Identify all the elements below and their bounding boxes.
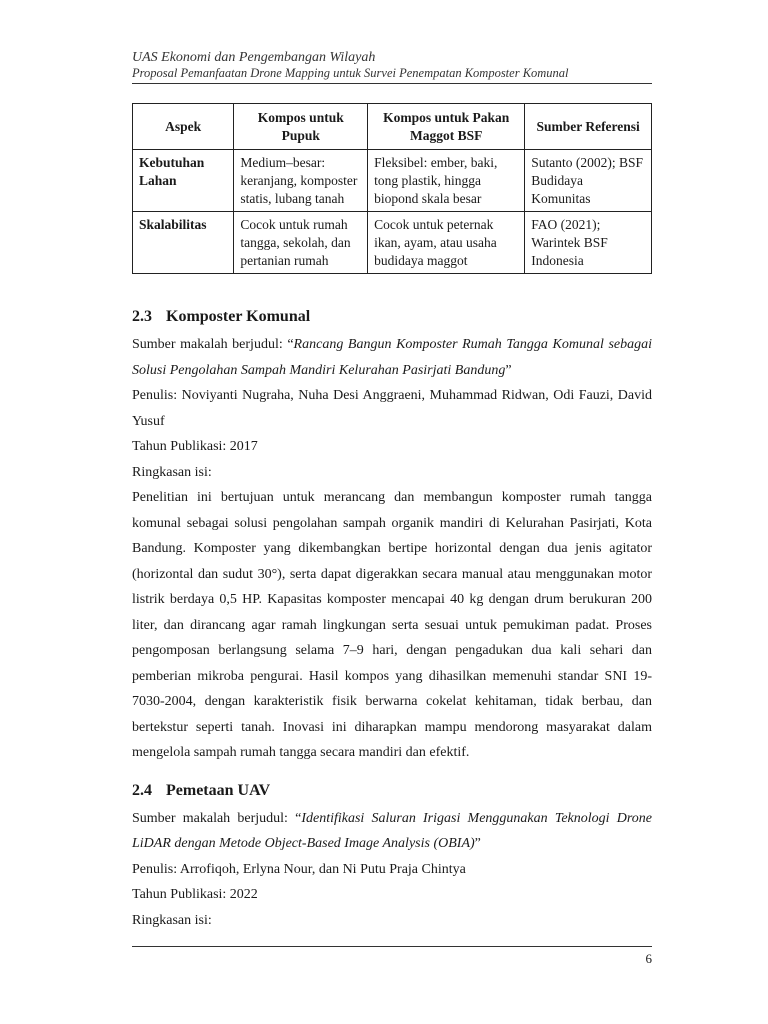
table-cell: Cocok untuk peternak ikan, ayam, atau usaha budidaya maggot bbox=[368, 212, 525, 274]
table-header-cell: Kompos untuk Pupuk bbox=[234, 104, 368, 150]
table-header-row bbox=[133, 104, 652, 150]
page-number: 6 bbox=[645, 951, 652, 966]
source-prefix: Sumber makalah berjudul: “ bbox=[132, 337, 294, 352]
source-title: Rancang Bangun Komposter Rumah Tangga Komunal sebagai Solusi Pengolahan Sampah Mandiri Kelurahan Pasirjati Bandung bbox=[132, 337, 652, 378]
source-title: Identifikasi Saluran Irigasi Menggunakan Teknologi Drone LiDAR dengan Metode Object-Based Image Analysis (OBIA) bbox=[132, 810, 652, 851]
summary-paragraph: Penelitian ini bertujuan untuk merancang dan membangun komposter rumah tangga komunal sebagai solusi pengolahan sampah organik mandiri di Kelurahan Pasirjati, Kota Bandung. Komposter yang dikembangkan bertipe horizontal dengan dua jenis agitator (horizontal dan sudut 30°), serta dapat digerakkan secara manual atau menggunakan motor listrik berdaya 0,5 HP. Kapasitas komposter mencapai 40 kg dengan drum berukuran 200 liter, dan dirancang agar ramah lingkungan serta sesuai untuk pemukiman padat. Proses pengomposan berlangsung selama 7–9 hari, dengan pengadukan dua kali sehari dan pemberian mikroba pengurai. Hasil kompos yang dihasilkan memenuhi standar SNI 19-7030-2004, dengan karakteristik fisik berwarna cokelat kehitaman, tidak berbau, dan bertekstur seperti tanah. Inovasi ini diharapkan mampu mendorong masyarakat dalam mengelola sampah rumah tangga secara mandiri dan efektif. bbox=[132, 490, 652, 760]
running-header bbox=[132, 50, 652, 84]
year-line: Tahun Publikasi: 2022 bbox=[132, 887, 258, 902]
section-number: 2.3 bbox=[132, 308, 152, 325]
source-suffix: ” bbox=[474, 836, 481, 851]
source-prefix: Sumber makalah berjudul: “ bbox=[132, 810, 302, 826]
section-title: Pemetaan UAV bbox=[166, 781, 271, 799]
table-cell: Cocok untuk rumah tangga, sekolah, dan pertanian rumah bbox=[234, 212, 368, 274]
table-cell: Medium–besar: keranjang, komposter statis, lubang tanah bbox=[234, 150, 368, 212]
comparison-table bbox=[132, 103, 652, 274]
summary-label: Ringkasan isi: bbox=[132, 912, 212, 928]
section-title: Komposter Komunal bbox=[166, 308, 311, 325]
table-header-cell: Sumber Referensi bbox=[525, 104, 652, 150]
source-suffix: ” bbox=[505, 362, 512, 378]
authors-line: Penulis: Noviyanti Nugraha, Nuha Desi Anggraeni, Muhammad Ridwan, Odi Fauzi, David Yusuf bbox=[132, 388, 652, 429]
section-heading-2-4 bbox=[132, 778, 652, 804]
table-cell: Sutanto (2002); BSF Budidaya Komunitas bbox=[525, 150, 652, 212]
year-line: Tahun Publikasi: 2017 bbox=[132, 439, 258, 454]
source-paragraph bbox=[132, 332, 652, 383]
header-course-title: UAS Ekonomi dan Pengembangan Wilayah bbox=[132, 50, 376, 65]
source-paragraph bbox=[132, 806, 652, 857]
section-number: 2.4 bbox=[132, 781, 152, 799]
header-proposal-title: Proposal Pemanfaatan Drone Mapping untuk Survei Penempatan Komposter Komunal bbox=[132, 66, 569, 80]
table-header-cell: Aspek bbox=[133, 104, 234, 150]
authors-line: Penulis: Arrofiqoh, Erlyna Nour, dan Ni Putu Praja Chintya bbox=[132, 861, 466, 877]
table-cell-aspect: Skalabilitas bbox=[133, 212, 234, 274]
summary-label: Ringkasan isi: bbox=[132, 464, 212, 480]
table-header-cell: Kompos untuk Pakan Maggot BSF bbox=[368, 104, 525, 150]
page-footer bbox=[132, 946, 652, 966]
table-cell: Fleksibel: ember, baki, tong plastik, hingga biopond skala besar bbox=[368, 150, 525, 212]
table-cell: FAO (2021); Warintek BSF Indonesia bbox=[525, 212, 652, 274]
table-row bbox=[133, 212, 652, 274]
table-row bbox=[133, 150, 652, 212]
section-heading-2-3 bbox=[132, 304, 652, 330]
body-content bbox=[132, 304, 652, 933]
table-cell-aspect: Kebutuhan Lahan bbox=[133, 150, 234, 212]
